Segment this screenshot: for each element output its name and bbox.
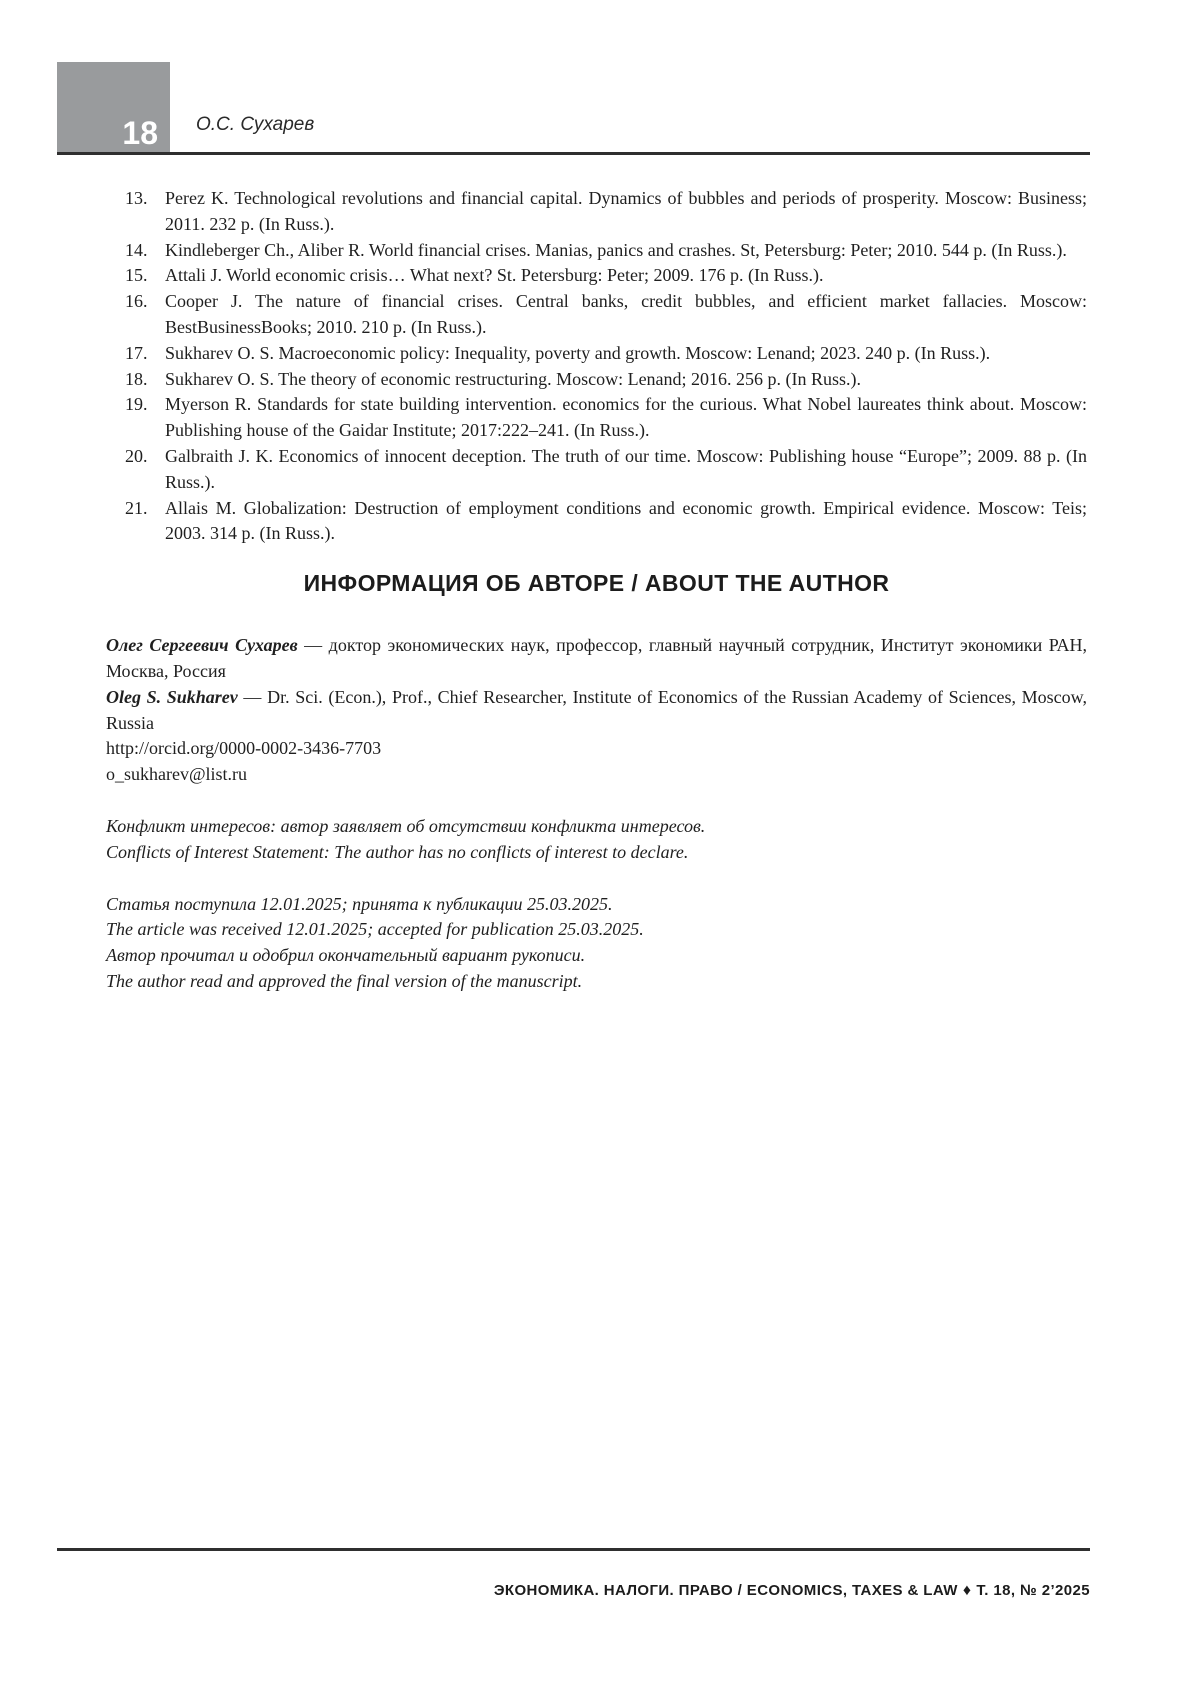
reference-item [106,186,1087,238]
journal-footer [494,1582,1090,1600]
conflict-statement-en: Conflicts of Interest Statement: The author has no conflicts of interest to declare. [106,841,689,862]
running-head-author: О.С. Сухарев [196,114,315,135]
reference-number: 16. [125,291,148,312]
reference-text: Galbraith J. K. Economics of innocent deception. The truth of our time. Moscow: Publishing house “Europe”; 2009. 88 p. (In Russ.). [165,445,1087,492]
journal-title: ЭКОНОМИКА. НАЛОГИ. ПРАВО / ECONOMICS, TAXES & LAW [493,1582,958,1599]
received-dates-ru: Статья поступила 12.01.2025; принята к публикации 25.03.2025. [106,893,613,914]
reference-number: 15. [125,265,148,286]
reference-item [106,392,1087,444]
email-address: o_sukharev@list.ru [106,764,248,785]
diamond-icon: ♦ [962,1582,972,1599]
reference-text: Allais M. Globalization: Destruction of employment conditions and economic growth. Empirical evidence. Moscow: Teis; 2003. 314 p. (In Russ.). [165,497,1087,544]
reference-item [106,367,1087,393]
reference-number: 20. [125,445,148,466]
reference-text: Kindleberger Ch., Aliber R. World financial crises. Manias, panics and crashes. St, Petersburg: Peter; 2010. 544 p. (In Russ.). [165,239,1067,260]
reference-item [106,263,1087,289]
approval-statement-en: The author read and approved the final version of the manuscript. [106,970,583,991]
received-dates-en: The article was received 12.01.2025; accepted for publication 25.03.2025. [106,919,644,940]
issue-info: Т. 18, № 2’2025 [976,1582,1090,1599]
author-name-en: Oleg S. Sukharev [106,686,238,707]
about-author-heading: ИНФОРМАЦИЯ ОБ АВТОРЕ / ABOUT THE AUTHOR [303,570,890,597]
author-name-ru: Олег Сергеевич Сухарев [106,635,298,656]
reference-text: Myerson R. Standards for state building intervention. economics for the curious. What Nobel laureates think about. Moscow: Publishing house of the Gaidar Institute; 2017:222–241. (In Russ.). [165,394,1087,441]
reference-number: 19. [125,394,148,415]
reference-text: Perez K. Technological revolutions and financial capital. Dynamics of bubbles and periods of prosperity. Moscow: Business; 2011. 232 p. (In Russ.). [165,188,1087,234]
author-info-ru [106,633,1087,685]
reference-number: 14. [125,239,148,260]
reference-item [106,444,1087,496]
references-list [106,186,1087,547]
reference-number: 17. [125,342,148,363]
conflict-statement-ru: Конфликт интересов: автор заявляет об отсутствии конфликта интересов. [106,815,706,836]
reference-item [106,289,1087,341]
reference-text: Sukharev O. S. Macroeconomic policy: Inequality, poverty and growth. Moscow: Lenand; 2023. 240 p. (In Russ.). [165,342,991,363]
page-content [0,186,1200,995]
reference-item [106,238,1087,264]
author-desc-ru: — доктор экономических наук, профессор, главный научный сотрудник, Институт экономики РАН, Москва, Россия [106,635,1087,681]
reference-number: 21. [125,497,148,518]
reference-text: Sukharev O. S. The theory of economic restructuring. Moscow: Lenand; 2016. 256 p. (In Russ.). [165,368,862,389]
page-number: 18 [122,115,158,151]
reference-number: 18. [125,368,148,389]
page-number-box [57,62,170,153]
header-rule [57,152,1090,155]
footer-rule [57,1548,1090,1551]
conflict-of-interest-block [106,814,1087,866]
author-info-en [106,685,1087,737]
reference-text: Cooper J. The nature of financial crises. Central banks, credit bubbles, and efficient market fallacies. Moscow: BestBusinessBooks; 2010. 210 p. (In Russ.). [165,291,1087,337]
article-dates-block [106,892,1087,995]
reference-item [106,341,1087,367]
author-info-block [106,633,1087,788]
reference-text: Attali J. World economic crisis… What next? St. Petersburg: Peter; 2009. 176 p. (In Russ.). [165,265,824,286]
approval-statement-ru: Автор прочитал и одобрил окончательный вариант рукописи. [106,945,586,966]
reference-number: 13. [125,188,148,208]
orcid-url: http://orcid.org/0000-0002-3436-7703 [106,738,382,759]
reference-item [106,496,1087,548]
author-desc-en: — Dr. Sci. (Econ.), Prof., Chief Researcher, Institute of Economics of the Russian Academy of Sciences, Moscow, Russia [106,686,1088,733]
